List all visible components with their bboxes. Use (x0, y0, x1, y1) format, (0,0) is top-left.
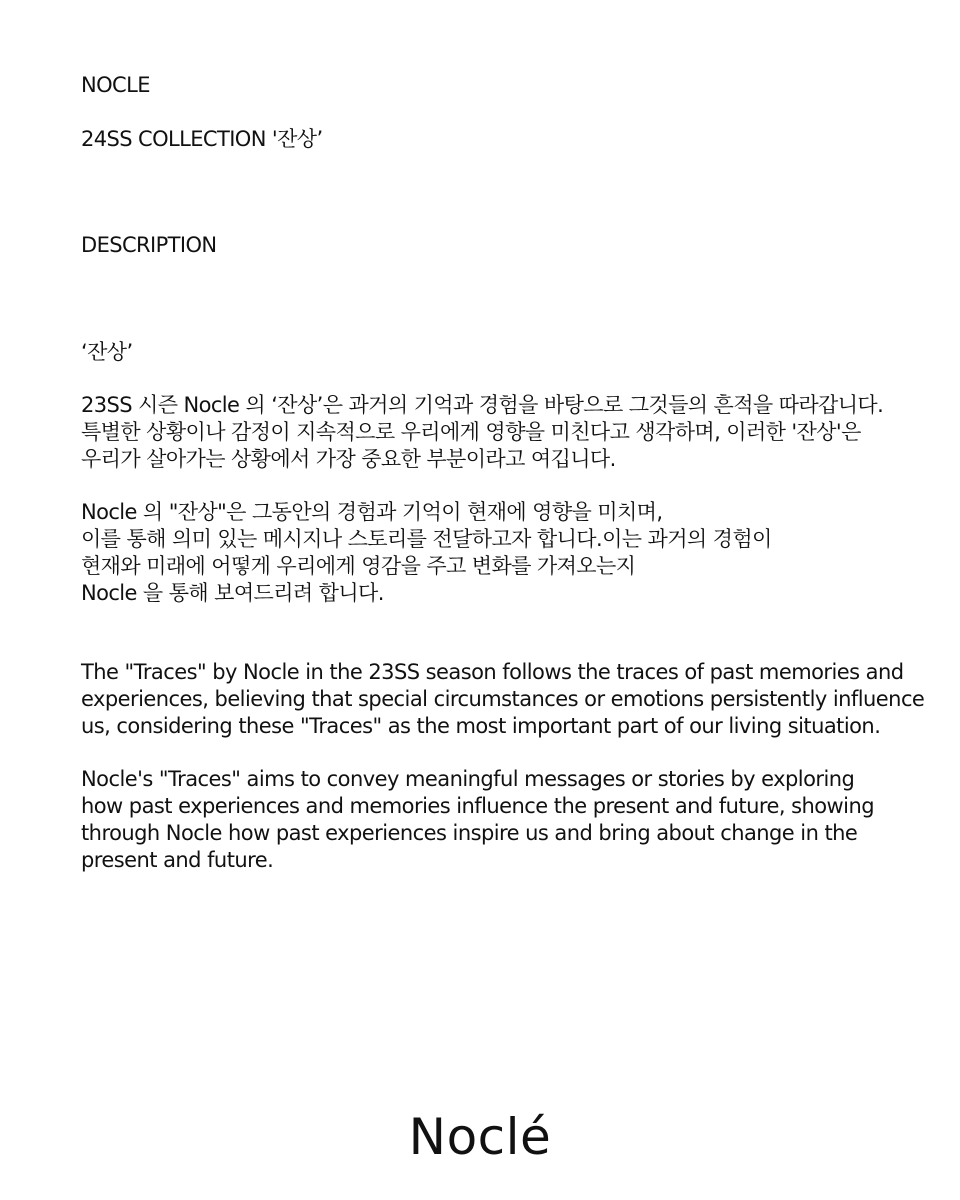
korean-paragraph-2 (81, 499, 772, 607)
korean-paragraph-1-line: 우리가 살아가는 상황에서 가장 중요한 부분이라고 여깁니다. (81, 447, 616, 471)
korean-paragraph-1-line: 특별한 상황이나 감정이 지속적으로 우리에게 영향을 미친다고 생각하며, 이러한 '잔상'은 (81, 420, 861, 444)
korean-paragraph-1-line: 23SS 시즌 Nocle 의 ‘잔상’은 과거의 기억과 경험을 바탕으로 그것들의 흔적을 따라갑니다. (81, 393, 884, 417)
korean-title: ‘잔상’ (81, 340, 133, 364)
english-paragraph-2 (81, 766, 874, 874)
english-paragraph-1-line: us, considering these "Traces" as the most important part of our living situation. (81, 714, 881, 738)
korean-paragraph-2-line: 현재와 미래에 어떻게 우리에게 영감을 주고 변화를 가져오는지 (81, 554, 636, 578)
korean-paragraph-2-line: 이를 통해 의미 있는 메시지나 스토리를 전달하고자 합니다.이는 과거의 경험이 (81, 527, 772, 551)
section-heading: DESCRIPTION (81, 233, 217, 257)
korean-paragraph-1 (81, 392, 883, 473)
english-paragraph-1-line: experiences, believing that special circumstances or emotions persistently influence (81, 687, 925, 711)
english-paragraph-2-line: present and future. (81, 848, 274, 872)
korean-paragraph-2-line: Nocle 의 "잔상"은 그동안의 경험과 기억이 현재에 영향을 미치며, (81, 500, 663, 524)
english-paragraph-2-line: Nocle's "Traces" aims to convey meaningful messages or stories by exploring (81, 767, 855, 791)
english-paragraph-2-line: through Nocle how past experiences inspire us and bring about change in the (81, 821, 858, 845)
english-paragraph-2-line: how past experiences and memories influence the present and future, showing (81, 794, 874, 818)
brand-name: NOCLE (81, 73, 150, 97)
collection-title: 24SS COLLECTION '잔상’ (81, 127, 323, 151)
english-paragraph-1-line: The "Traces" by Nocle in the 23SS season follows the traces of past memories and (81, 660, 904, 684)
brand-logo: Noclé (408, 1108, 552, 1166)
korean-paragraph-2-line: Nocle 을 통해 보여드리려 합니다. (81, 581, 384, 605)
english-paragraph-1 (81, 659, 924, 740)
